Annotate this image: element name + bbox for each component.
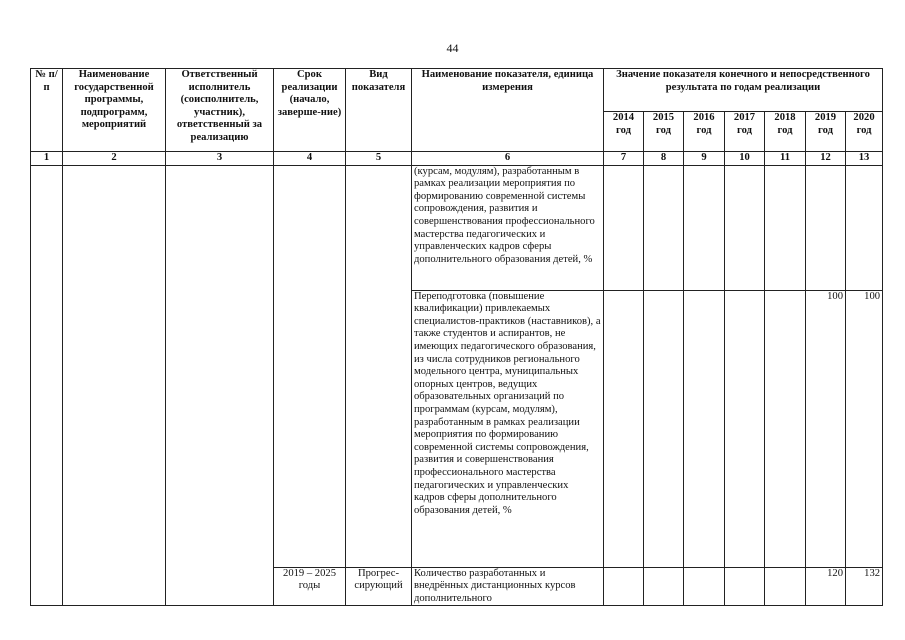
cell-program-name (63, 165, 166, 606)
header-year-2018: 2018 год (765, 112, 806, 152)
header-number: № п/п (31, 69, 63, 152)
header-year-2020: 2020 год (846, 112, 883, 152)
cell-kind (346, 165, 412, 567)
cell-indicator: (курсам, модулям), разработанным в рамках реализации мероприятия по формированию современной системы сопровождения, развития и совершенствования профессионального мастерства педагогических и управленческих кадров сферы дополнительного образования детей, % (412, 165, 604, 290)
column-number-row (31, 152, 883, 166)
column-number: 9 (684, 152, 725, 166)
cell-value-2020: 132 (846, 567, 883, 606)
column-number: 7 (604, 152, 644, 166)
header-year-2015: 2015 год (644, 112, 684, 152)
cell-term (274, 165, 346, 567)
header-responsible: Ответственный исполнитель (соисполнитель, участник), ответственный за реализацию (166, 69, 274, 152)
cell-value-2020: 100 (846, 290, 883, 567)
column-number: 2 (63, 152, 166, 166)
cell-kind: Прогрес-сирующий (346, 567, 412, 606)
table-row (31, 165, 883, 290)
cell-indicator: Количество разработанных и внедрённых дистанционных курсов дополнительного (412, 567, 604, 606)
header-indicator-name: Наименование показателя, единица измерения (412, 69, 604, 152)
header-term: Срок реализации (начало, заверше-ние) (274, 69, 346, 152)
indicator-table (30, 68, 883, 606)
column-number: 12 (806, 152, 846, 166)
header-indicator-kind: Вид показателя (346, 69, 412, 152)
page-number: 44 (446, 41, 459, 55)
header-year-2019: 2019 год (806, 112, 846, 152)
cell-indicator: Переподготовка (повышение квалификации) привлекаемых специалистов-практиков (наставников), а также студентов и аспирантов, не имеющих педагогического образования, из числа сотрудников регионального модельного центра, муниципальных опорных центров, ведущих образовательных организаций по программам (курсам, модулям), разработанным в рамках реализации мероприятия по формированию современной системы сопровождения, развития и совершенствования профессионального мастерства педагогических и управленческих кадров сферы дополнительного образования детей, % (412, 290, 604, 567)
cell-value-2019: 100 (806, 290, 846, 567)
cell-responsible (166, 165, 274, 606)
column-number: 11 (765, 152, 806, 166)
cell-value-2019: 120 (806, 567, 846, 606)
cell-value-2020 (846, 165, 883, 290)
column-number: 1 (31, 152, 63, 166)
header-year-2016: 2016 год (684, 112, 725, 152)
column-number: 10 (725, 152, 765, 166)
header-program-name: Наименование государственной программы, подпрограмм, мероприятий (63, 69, 166, 152)
column-number: 4 (274, 152, 346, 166)
cell-term: 2019 – 2025 годы (274, 567, 346, 606)
cell-number (31, 165, 63, 606)
cell-value-2019 (806, 165, 846, 290)
header-year-2014: 2014 год (604, 112, 644, 152)
header-year-2017: 2017 год (725, 112, 765, 152)
column-number: 8 (644, 152, 684, 166)
column-number: 13 (846, 152, 883, 166)
column-number: 5 (346, 152, 412, 166)
header-values-group: Значение показателя конечного и непосредственного результата по годам реализации (604, 69, 883, 112)
column-number: 6 (412, 152, 604, 166)
column-number: 3 (166, 152, 274, 166)
